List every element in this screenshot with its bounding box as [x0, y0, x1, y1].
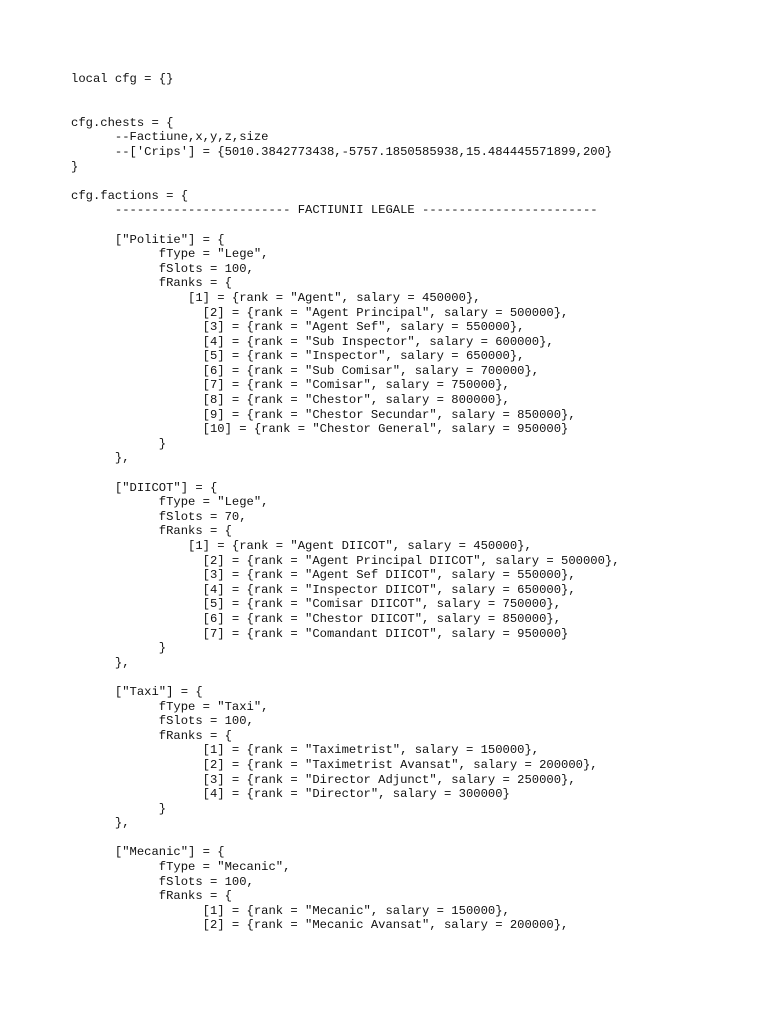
code-line: ["Taxi"] = {	[71, 684, 203, 699]
code-line	[71, 670, 620, 685]
code-block	[71, 72, 620, 933]
code-line: cfg.factions = {	[71, 188, 189, 203]
code-line: [7] = {rank = "Comisar", salary = 750000},	[71, 378, 510, 393]
code-line: [10] = {rank = "Chestor General", salary = 950000}	[71, 422, 569, 437]
code-line: cfg.chests = {	[71, 115, 174, 130]
code-line: fSlots = 70,	[71, 509, 247, 524]
code-line: fRanks = {	[71, 276, 232, 291]
code-line: fSlots = 100,	[71, 874, 254, 889]
code-line: fType = "Taxi",	[71, 699, 269, 714]
code-line	[71, 174, 620, 189]
code-line: fType = "Mecanic",	[71, 860, 291, 875]
code-line: fType = "Lege",	[71, 495, 269, 510]
code-line: --['Crips'] = {5010.3842773438,-5757.1850585938,15.484445571899,200}	[71, 144, 613, 159]
code-line: [9] = {rank = "Chestor Secundar", salary = 850000},	[71, 407, 576, 422]
code-line	[71, 831, 620, 846]
code-line	[71, 101, 620, 116]
code-line: ------------------------ FACTIUNII LEGALE ------------------------	[71, 203, 598, 218]
code-line: [1] = {rank = "Agent", salary = 450000},	[71, 290, 481, 305]
code-line: [1] = {rank = "Taximetrist", salary = 150000},	[71, 743, 540, 758]
code-line: },	[71, 451, 130, 466]
code-line: [3] = {rank = "Agent Sef DIICOT", salary = 550000},	[71, 568, 576, 583]
code-line	[71, 87, 620, 102]
code-line: fRanks = {	[71, 889, 232, 904]
code-line: },	[71, 655, 130, 670]
code-line: [4] = {rank = "Sub Inspector", salary = 600000},	[71, 334, 554, 349]
code-line: }	[71, 436, 167, 451]
code-line: [5] = {rank = "Inspector", salary = 650000},	[71, 349, 525, 364]
code-line: [5] = {rank = "Comisar DIICOT", salary = 750000},	[71, 597, 562, 612]
code-line: [1] = {rank = "Mecanic", salary = 150000},	[71, 903, 510, 918]
code-line: }	[71, 801, 167, 816]
code-line: [2] = {rank = "Mecanic Avansat", salary = 200000},	[71, 918, 569, 933]
code-line: [3] = {rank = "Director Adjunct", salary = 250000},	[71, 772, 576, 787]
code-line: fRanks = {	[71, 524, 232, 539]
code-line: [1] = {rank = "Agent DIICOT", salary = 450000},	[71, 539, 532, 553]
code-line: fSlots = 100,	[71, 261, 254, 276]
code-line	[71, 218, 620, 233]
code-line: ["Politie"] = {	[71, 232, 225, 247]
code-line: fSlots = 100,	[71, 714, 254, 729]
code-line: --Factiune,x,y,z,size	[71, 130, 269, 145]
code-line: },	[71, 816, 130, 831]
code-line: [6] = {rank = "Chestor DIICOT", salary = 850000},	[71, 611, 562, 626]
code-line: ["Mecanic"] = {	[71, 845, 225, 860]
code-line: [4] = {rank = "Director", salary = 300000}	[71, 787, 510, 802]
code-line: local cfg = {}	[71, 72, 174, 86]
code-line: fType = "Lege",	[71, 247, 269, 262]
code-line: }	[71, 641, 167, 656]
code-line: ["DIICOT"] = {	[71, 480, 218, 495]
code-line: [2] = {rank = "Taximetrist Avansat", salary = 200000},	[71, 757, 598, 772]
code-line: [7] = {rank = "Comandant DIICOT", salary = 950000}	[71, 626, 569, 641]
code-line: fRanks = {	[71, 728, 232, 743]
code-line: [2] = {rank = "Agent Principal", salary = 500000},	[71, 305, 569, 320]
code-line	[71, 466, 620, 481]
code-line: }	[71, 159, 79, 174]
code-line: [6] = {rank = "Sub Comisar", salary = 700000},	[71, 363, 540, 378]
code-line: [2] = {rank = "Agent Principal DIICOT", salary = 500000},	[71, 553, 620, 568]
code-line: [4] = {rank = "Inspector DIICOT", salary = 650000},	[71, 582, 576, 597]
code-line: [8] = {rank = "Chestor", salary = 800000},	[71, 393, 510, 408]
code-line: [3] = {rank = "Agent Sef", salary = 550000},	[71, 320, 525, 335]
